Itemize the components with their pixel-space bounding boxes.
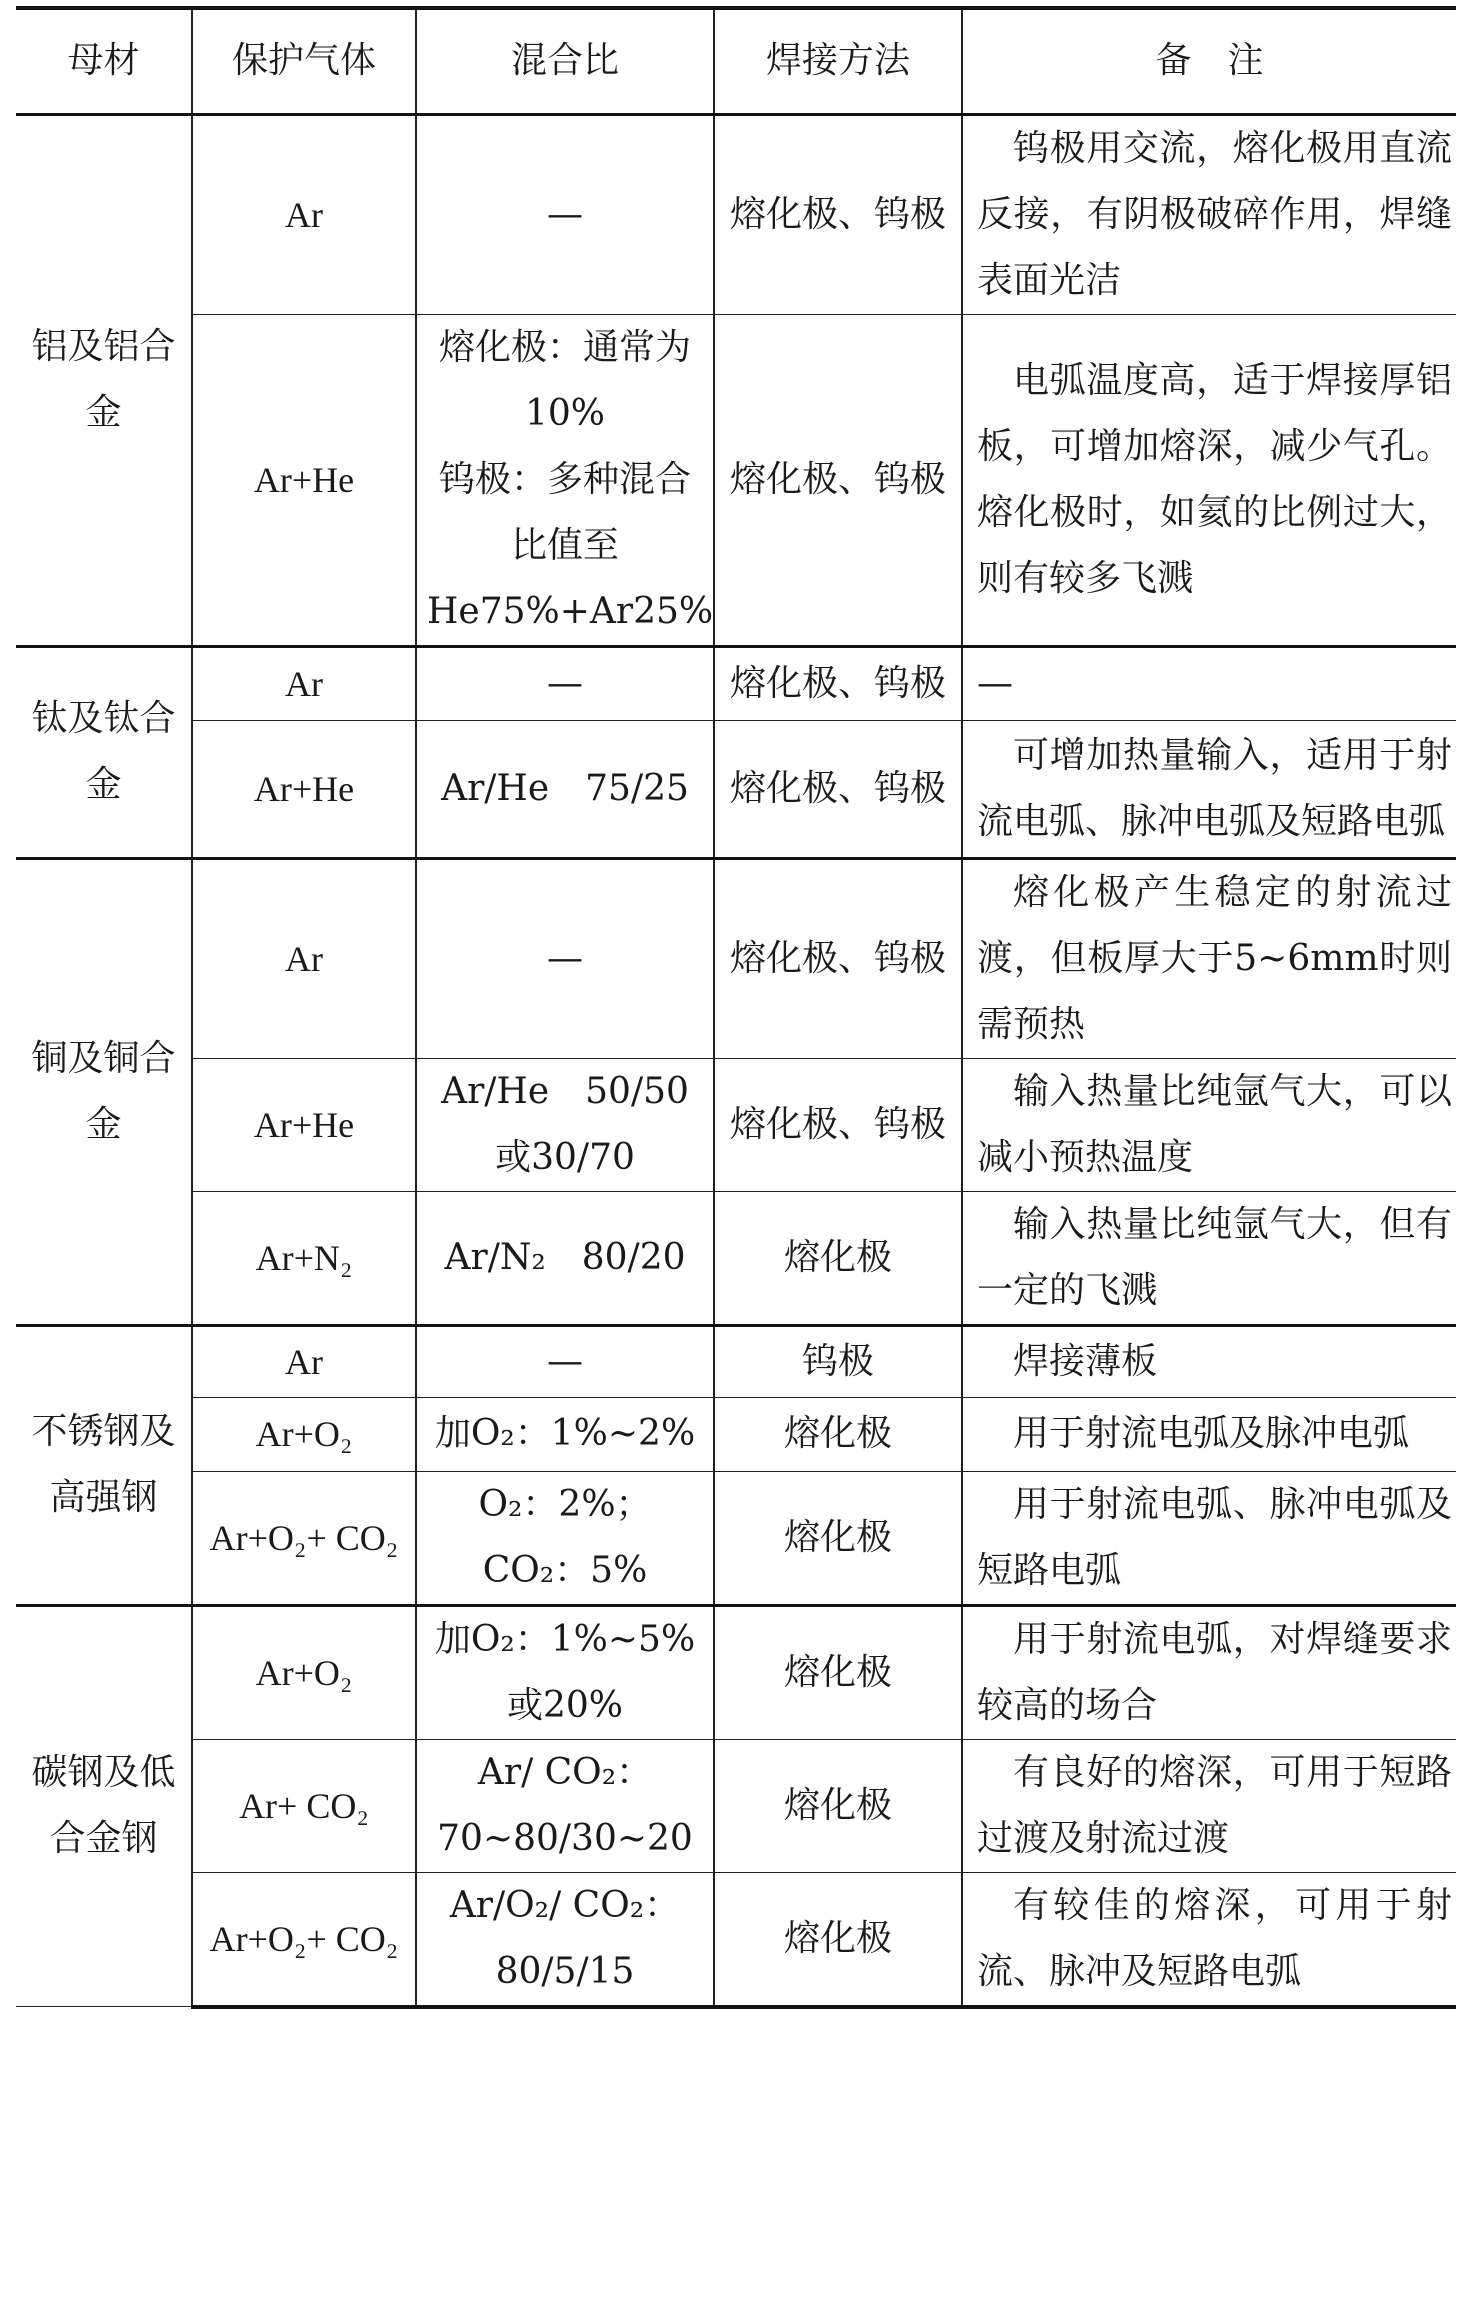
mix-ratio-cell: Ar/He 50/50或30/70 xyxy=(416,1058,714,1191)
mix-ratio-cell: 熔化极：通常为10% 钨极：多种混合比值至He75%+Ar25% xyxy=(416,314,714,646)
mix-ratio-cell: Ar/O₂/ CO₂：80/5/15 xyxy=(416,1872,714,2007)
material-group xyxy=(16,1325,1456,1605)
welding-method-cell: 熔化极、钨极 xyxy=(714,314,962,646)
shielding-gas-cell: Ar xyxy=(192,646,416,720)
remarks-cell: 用于射流电弧及脉冲电弧 xyxy=(962,1397,1456,1471)
base-material-cell: 不锈钢及高强钢 xyxy=(16,1325,192,1605)
shielding-gas-cell: Ar+O₂+ CO₂ xyxy=(192,1471,416,1605)
base-material-cell: 铝及铝合金 xyxy=(16,114,192,646)
mix-ratio-cell: 加O₂：1%~2% xyxy=(416,1397,714,1471)
mix-ratio-cell: — xyxy=(416,646,714,720)
base-material-cell: 碳钢及低合金钢 xyxy=(16,1605,192,2007)
shielding-gas-cell: Ar+ CO₂ xyxy=(192,1739,416,1872)
remarks-cell: 电弧温度高，适于焊接厚铝板，可增加熔深，减少气孔。熔化极时，如氦的比例过大，则有较多飞溅 xyxy=(962,314,1456,646)
header-remarks: 备 注 xyxy=(962,8,1456,114)
mix-ratio-cell: Ar/N₂ 80/20 xyxy=(416,1191,714,1325)
shielding-gas-cell: Ar+He xyxy=(192,1058,416,1191)
table-row xyxy=(16,646,1456,720)
remarks-cell: 输入热量比纯氩气大，可以减小预热温度 xyxy=(962,1058,1456,1191)
header-row xyxy=(16,8,1456,114)
welding-method-cell: 熔化极、钨极 xyxy=(714,1058,962,1191)
base-material-cell: 铜及铜合金 xyxy=(16,858,192,1325)
welding-method-cell: 钨极 xyxy=(714,1325,962,1397)
mix-ratio-cell: — xyxy=(416,114,714,314)
remarks-cell: 输入热量比纯氩气大，但有一定的飞溅 xyxy=(962,1191,1456,1325)
table-row xyxy=(16,1739,1456,1872)
mix-ratio-cell: — xyxy=(416,1325,714,1397)
table-row xyxy=(16,114,1456,314)
table-row xyxy=(16,1058,1456,1191)
shielding-gas-cell: Ar+O₂+ CO₂ xyxy=(192,1872,416,2007)
mix-ratio-cell: Ar/He 75/25 xyxy=(416,720,714,858)
remarks-cell: 可增加热量输入，适用于射流电弧、脉冲电弧及短路电弧 xyxy=(962,720,1456,858)
remarks-cell: 用于射流电弧、脉冲电弧及短路电弧 xyxy=(962,1471,1456,1605)
mix-ratio-cell: — xyxy=(416,858,714,1058)
remarks-cell: 有良好的熔深，可用于短路过渡及射流过渡 xyxy=(962,1739,1456,1872)
welding-method-cell: 熔化极、钨极 xyxy=(714,720,962,858)
shielding-gas-cell: Ar xyxy=(192,114,416,314)
table-row xyxy=(16,314,1456,646)
remarks-cell: 熔化极产生稳定的射流过渡，但板厚大于5~6mm时则需预热 xyxy=(962,858,1456,1058)
material-group xyxy=(16,1605,1456,2007)
remarks-cell: 用于射流电弧，对焊缝要求较高的场合 xyxy=(962,1605,1456,1739)
welding-method-cell: 熔化极、钨极 xyxy=(714,114,962,314)
base-material-cell: 钛及钛合金 xyxy=(16,646,192,858)
table-row xyxy=(16,1191,1456,1325)
welding-method-cell: 熔化极 xyxy=(714,1471,962,1605)
shielding-gas-cell: Ar+He xyxy=(192,314,416,646)
table-row xyxy=(16,1397,1456,1471)
shielding-gas-cell: Ar+N₂ xyxy=(192,1191,416,1325)
table-row xyxy=(16,1872,1456,2007)
welding-method-cell: 熔化极 xyxy=(714,1739,962,1872)
welding-method-cell: 熔化极 xyxy=(714,1397,962,1471)
welding-method-cell: 熔化极 xyxy=(714,1872,962,2007)
shielding-gas-cell: Ar xyxy=(192,858,416,1058)
shielding-gas-cell: Ar+He xyxy=(192,720,416,858)
header-base-material: 母材 xyxy=(16,8,192,114)
welding-method-cell: 熔化极 xyxy=(714,1191,962,1325)
shielding-gas-cell: Ar xyxy=(192,1325,416,1397)
header-shielding-gas: 保护气体 xyxy=(192,8,416,114)
material-group xyxy=(16,114,1456,646)
shielding-gas-table xyxy=(16,6,1456,2009)
header-mix-ratio: 混合比 xyxy=(416,8,714,114)
remarks-cell: 有较佳的熔深，可用于射流、脉冲及短路电弧 xyxy=(962,1872,1456,2007)
header-welding-method: 焊接方法 xyxy=(714,8,962,114)
remarks-cell: — xyxy=(962,646,1456,720)
shielding-gas-cell: Ar+O₂ xyxy=(192,1605,416,1739)
mix-ratio-cell: 加O₂：1%~5%或20% xyxy=(416,1605,714,1739)
remarks-cell: 焊接薄板 xyxy=(962,1325,1456,1397)
remarks-cell: 钨极用交流，熔化极用直流反接，有阴极破碎作用，焊缝表面光洁 xyxy=(962,114,1456,314)
table-row xyxy=(16,720,1456,858)
mix-ratio-cell: O₂：2%；CO₂：5% xyxy=(416,1471,714,1605)
welding-method-cell: 熔化极、钨极 xyxy=(714,858,962,1058)
table-row xyxy=(16,1325,1456,1397)
welding-method-cell: 熔化极、钨极 xyxy=(714,646,962,720)
mix-ratio-cell: Ar/ CO₂：70~80/30~20 xyxy=(416,1739,714,1872)
welding-method-cell: 熔化极 xyxy=(714,1605,962,1739)
shielding-gas-cell: Ar+O₂ xyxy=(192,1397,416,1471)
material-group xyxy=(16,858,1456,1325)
table-row xyxy=(16,1471,1456,1605)
table-row xyxy=(16,1605,1456,1739)
table-row xyxy=(16,858,1456,1058)
material-group xyxy=(16,646,1456,858)
